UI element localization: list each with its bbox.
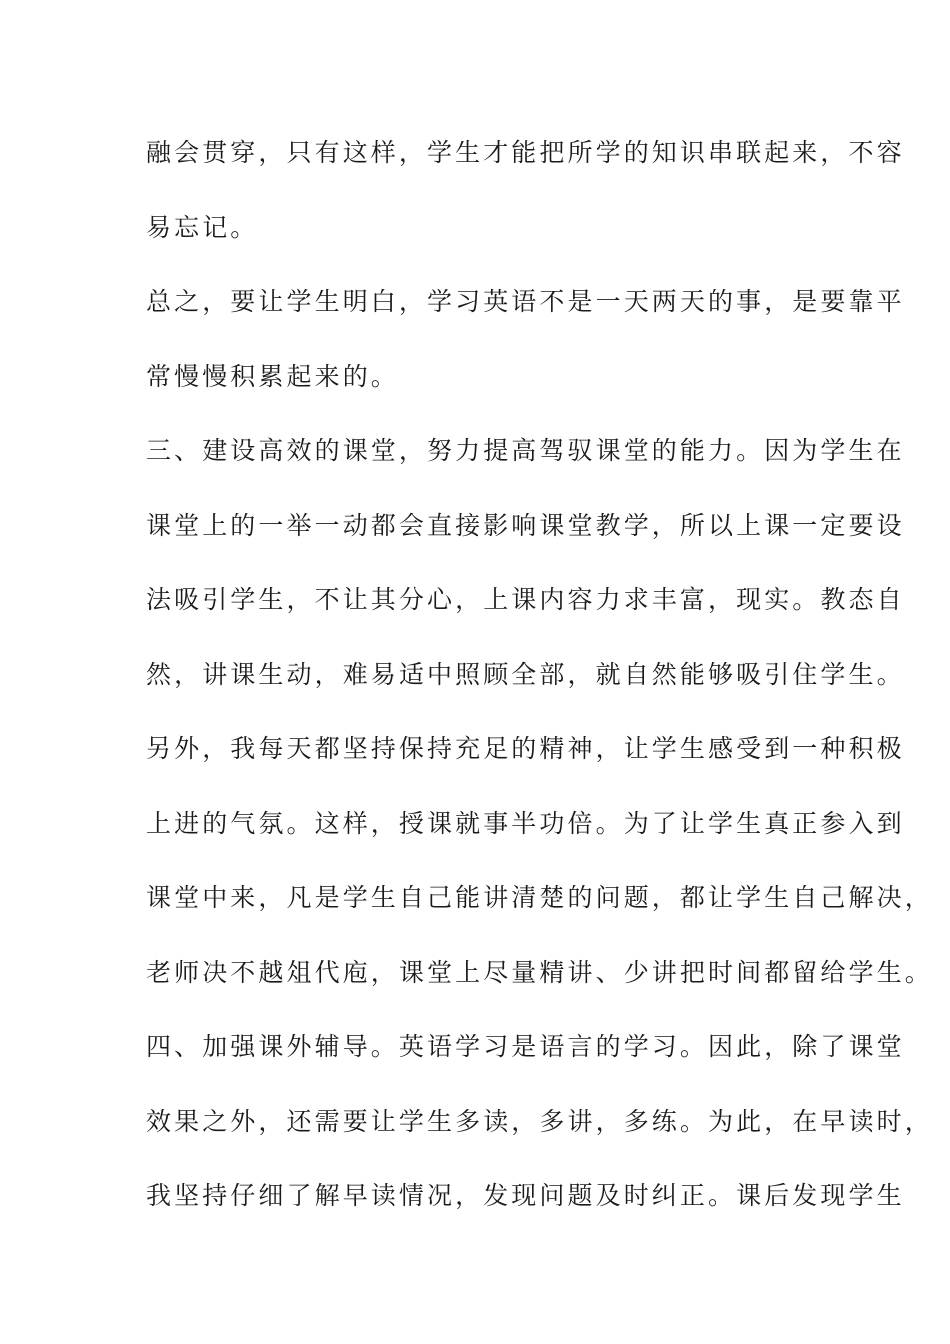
text-line: 课堂中来，凡是学生自己能讲清楚的问题，都让学生自己解决， (146, 883, 933, 912)
body-text (146, 124, 933, 1242)
text-line: 我坚持仔细了解早读情况，发现问题及时纠正。课后发现学生 (146, 1181, 905, 1210)
text-line: 法吸引学生，不让其分心，上课内容力求丰富，现实。教态自 (146, 585, 905, 614)
text-line: 易忘记。 (146, 212, 259, 242)
text-line: 然，讲课生动，难易适中照顾全部，就自然能够吸引住学生。 (146, 659, 905, 689)
text-line: 三、建设高效的课堂，努力提高驾驭课堂的能力。因为学生在 (146, 436, 905, 465)
text-line: 四、加强课外辅导。英语学习是语言的学习。因此，除了课堂 (146, 1032, 905, 1061)
text-line: 效果之外，还需要让学生多读，多讲，多练。为此，在早读时， (146, 1106, 933, 1136)
text-line: 常慢慢积累起来的。 (146, 361, 399, 391)
text-line: 老师决不越俎代庖，课堂上尽量精讲、少讲把时间都留给学生。 (146, 957, 933, 987)
text-line: 上进的气氛。这样，授课就事半功倍。为了让学生真正参入到 (146, 808, 905, 838)
text-line: 融会贯穿，只有这样，学生才能把所学的知识串联起来，不容 (146, 138, 905, 167)
text-line: 课堂上的一举一动都会直接影响课堂教学，所以上课一定要设 (146, 510, 905, 540)
text-line: 总之，要让学生明白，学习英语不是一天两天的事，是要靠平 (146, 287, 905, 316)
text-line: 另外，我每天都坚持保持充足的精神，让学生感受到一种积极 (146, 734, 905, 763)
